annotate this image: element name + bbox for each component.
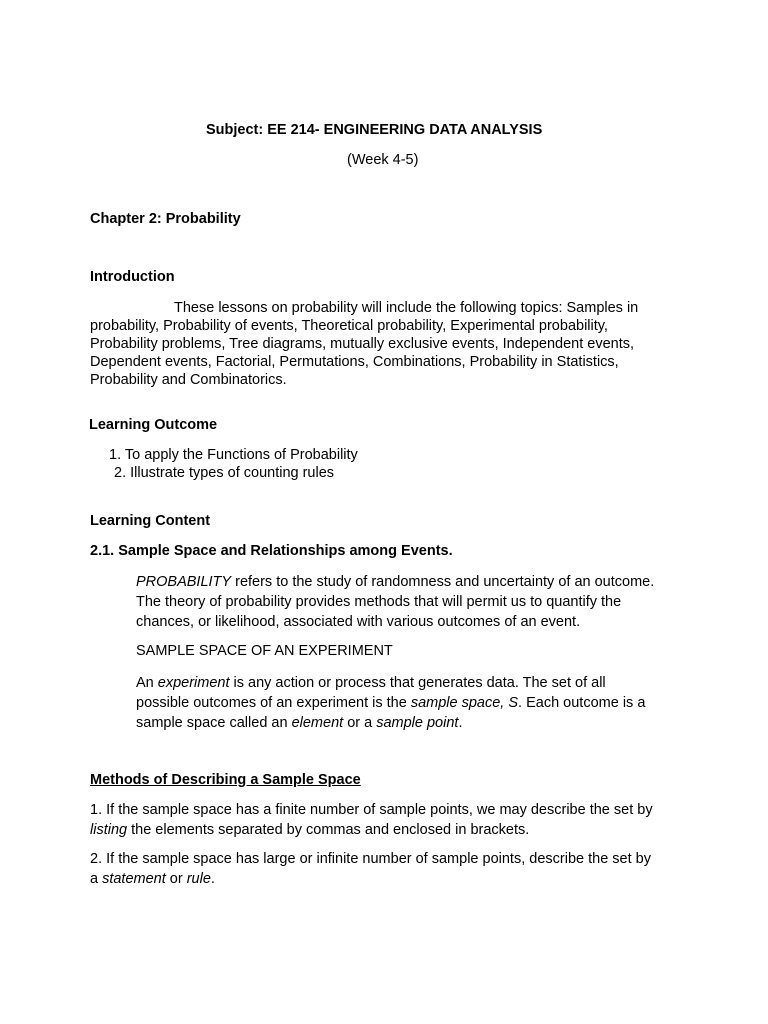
method-2 — [90, 849, 651, 889]
method-line: 1. If the sample space has a finite number of sample points, we may describe the set by — [90, 802, 653, 818]
outcome-item: 1. To apply the Functions of Probability — [109, 447, 358, 463]
outcome-item: 2. Illustrate types of counting rules — [114, 465, 335, 481]
probability-line: The theory of probability provides methods that will permit us to quantify the — [136, 594, 622, 610]
method-1 — [90, 800, 653, 840]
chapter-title: Chapter 2: Probability — [90, 211, 241, 227]
probability-paragraph — [136, 572, 654, 632]
method-line: listing the elements separated by commas and enclosed in brackets. — [90, 822, 530, 838]
intro-line: Probability and Combinatorics. — [90, 372, 287, 388]
subject-title: Subject: EE 214- ENGINEERING DATA ANALYSIS — [206, 122, 543, 138]
sample-space-heading: SAMPLE SPACE OF AN EXPERIMENT — [136, 643, 393, 659]
experiment-line: sample space called an element or a sample point. — [136, 715, 463, 731]
probability-line: chances, or likelihood, associated with various outcomes of an event. — [136, 614, 581, 630]
experiment-line: An experiment is any action or process that generates data. The set of all — [136, 675, 606, 691]
introduction-paragraph — [90, 299, 638, 389]
intro-line: These lessons on probability will include the following topics: Samples in — [174, 300, 639, 316]
probability-term: PROBABILITY — [136, 574, 232, 590]
probability-line: PROBABILITY refers to the study of randomness and uncertainty of an outcome. — [136, 574, 655, 590]
introduction-heading: Introduction — [90, 269, 175, 285]
experiment-paragraph — [136, 673, 645, 733]
intro-line: Probability problems, Tree diagrams, mutually exclusive events, Independent events, — [90, 336, 635, 352]
learning-outcome-heading: Learning Outcome — [89, 417, 218, 433]
methods-heading: Methods of Describing a Sample Space — [90, 772, 361, 788]
experiment-line: possible outcomes of an experiment is the sample space, S. Each outcome is a — [136, 695, 646, 711]
intro-line: probability, Probability of events, Theoretical probability, Experimental probability, — [90, 318, 608, 334]
section-title: 2.1. Sample Space and Relationships among Events. — [90, 543, 453, 559]
week-label: (Week 4-5) — [347, 152, 419, 168]
learning-content-heading: Learning Content — [90, 513, 211, 529]
method-line: 2. If the sample space has large or infinite number of sample points, describe the set by — [90, 851, 651, 867]
method-line: a statement or rule. — [90, 871, 215, 887]
intro-line: Dependent events, Factorial, Permutations, Combinations, Probability in Statistics, — [90, 354, 619, 370]
